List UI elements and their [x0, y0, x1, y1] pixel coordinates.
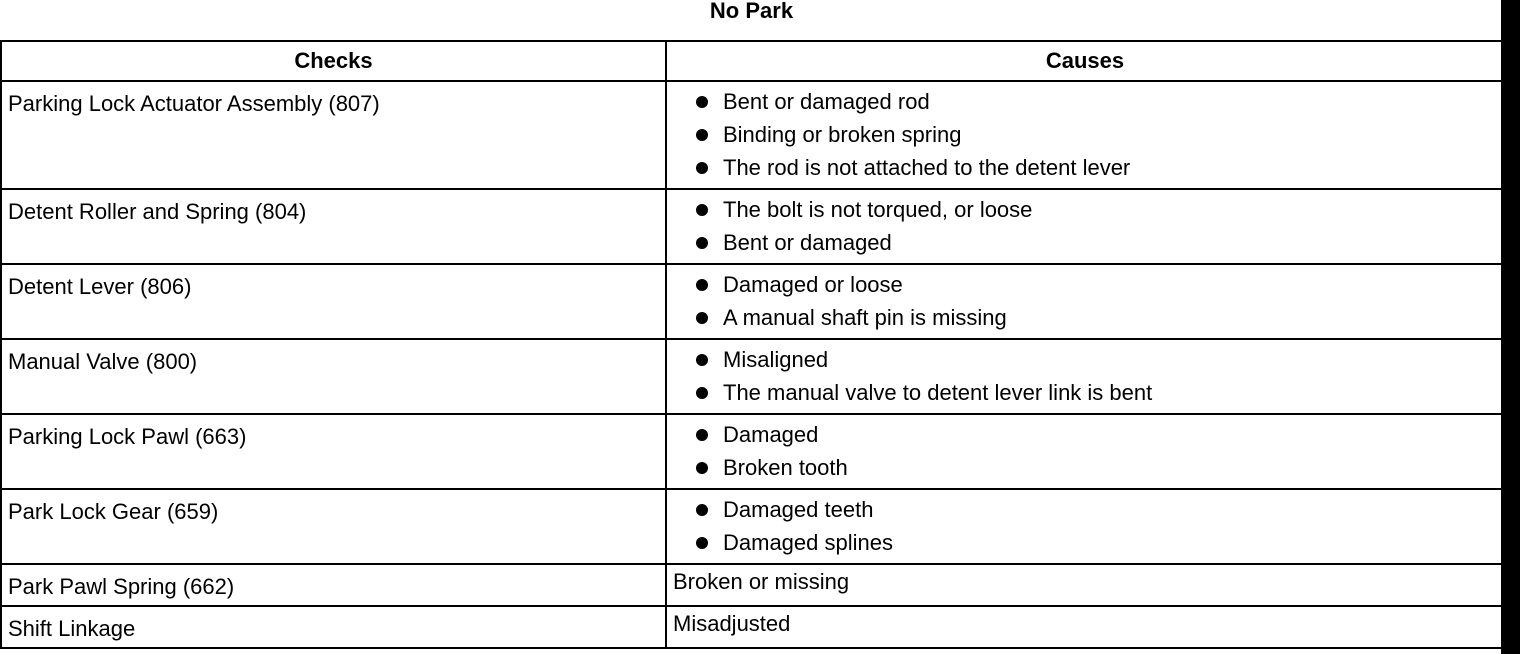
causes-cell	[666, 81, 1504, 189]
cause-text: Binding or broken spring	[723, 122, 962, 147]
page-title: No Park	[709, 0, 794, 23]
list-item	[673, 85, 1499, 118]
list-item	[673, 151, 1499, 184]
list-item	[673, 226, 1499, 259]
cause-text: Misadjusted	[673, 611, 791, 636]
list-item	[673, 418, 1499, 451]
cause-text: Damaged	[723, 422, 819, 447]
bullet-icon	[696, 354, 708, 366]
table-row	[1, 489, 1504, 564]
bullet-icon	[696, 279, 708, 291]
table-row	[1, 564, 1504, 606]
causes-cell	[666, 564, 1504, 606]
causes-list	[673, 343, 1499, 409]
list-item	[673, 193, 1499, 226]
table-row	[1, 339, 1504, 414]
causes-cell	[666, 339, 1504, 414]
check-cell: Parking Lock Pawl (663)	[1, 414, 666, 489]
page-edge-bar	[1501, 0, 1520, 654]
causes-list	[673, 193, 1499, 259]
bullet-icon	[696, 96, 708, 108]
cause-text: The manual valve to detent lever link is bent	[723, 380, 1153, 405]
check-cell: Parking Lock Actuator Assembly (807)	[1, 81, 666, 189]
table-row	[1, 81, 1504, 189]
column-header-causes: Causes	[666, 41, 1504, 81]
cause-text: Broken tooth	[723, 455, 848, 480]
bullet-icon	[696, 162, 708, 174]
header-row	[1, 41, 1504, 81]
cause-text: Broken or missing	[673, 569, 850, 594]
cause-text: Bent or damaged	[723, 230, 892, 255]
check-cell: Manual Valve (800)	[1, 339, 666, 414]
list-item	[673, 493, 1499, 526]
list-item	[673, 526, 1499, 559]
causes-list	[673, 85, 1499, 184]
list-item	[673, 451, 1499, 484]
cause-text: The bolt is not torqued, or loose	[723, 197, 1033, 222]
list-item	[673, 376, 1499, 409]
causes-cell	[666, 606, 1504, 648]
diagnosis-table	[0, 40, 1505, 649]
bullet-icon	[696, 429, 708, 441]
bullet-icon	[696, 129, 708, 141]
bullet-icon	[696, 537, 708, 549]
table-row	[1, 606, 1504, 648]
cause-text: Misaligned	[723, 347, 829, 372]
check-cell: Park Pawl Spring (662)	[1, 564, 666, 606]
causes-list	[673, 493, 1499, 559]
bullet-icon	[696, 237, 708, 249]
bullet-icon	[696, 462, 708, 474]
check-cell: Detent Lever (806)	[1, 264, 666, 339]
cause-text: Damaged or loose	[723, 272, 903, 297]
causes-list	[673, 418, 1499, 484]
cause-text: The rod is not attached to the detent lever	[723, 155, 1131, 180]
check-cell: Park Lock Gear (659)	[1, 489, 666, 564]
causes-cell	[666, 414, 1504, 489]
table-row	[1, 264, 1504, 339]
check-cell: Detent Roller and Spring (804)	[1, 189, 666, 264]
causes-cell	[666, 489, 1504, 564]
causes-cell	[666, 264, 1504, 339]
table-row	[1, 189, 1504, 264]
cause-text: Bent or damaged rod	[723, 89, 930, 114]
list-item	[673, 343, 1499, 376]
causes-cell	[666, 189, 1504, 264]
list-item	[673, 118, 1499, 151]
bullet-icon	[696, 204, 708, 216]
list-item	[673, 301, 1499, 334]
cause-text: A manual shaft pin is missing	[723, 305, 1007, 330]
bullet-icon	[696, 312, 708, 324]
check-cell: Shift Linkage	[1, 606, 666, 648]
cause-text: Damaged splines	[723, 530, 893, 555]
table-row	[1, 414, 1504, 489]
bullet-icon	[696, 387, 708, 399]
column-header-checks: Checks	[1, 41, 666, 81]
list-item	[673, 268, 1499, 301]
cause-text: Damaged teeth	[723, 497, 874, 522]
bullet-icon	[696, 504, 708, 516]
causes-list	[673, 268, 1499, 334]
